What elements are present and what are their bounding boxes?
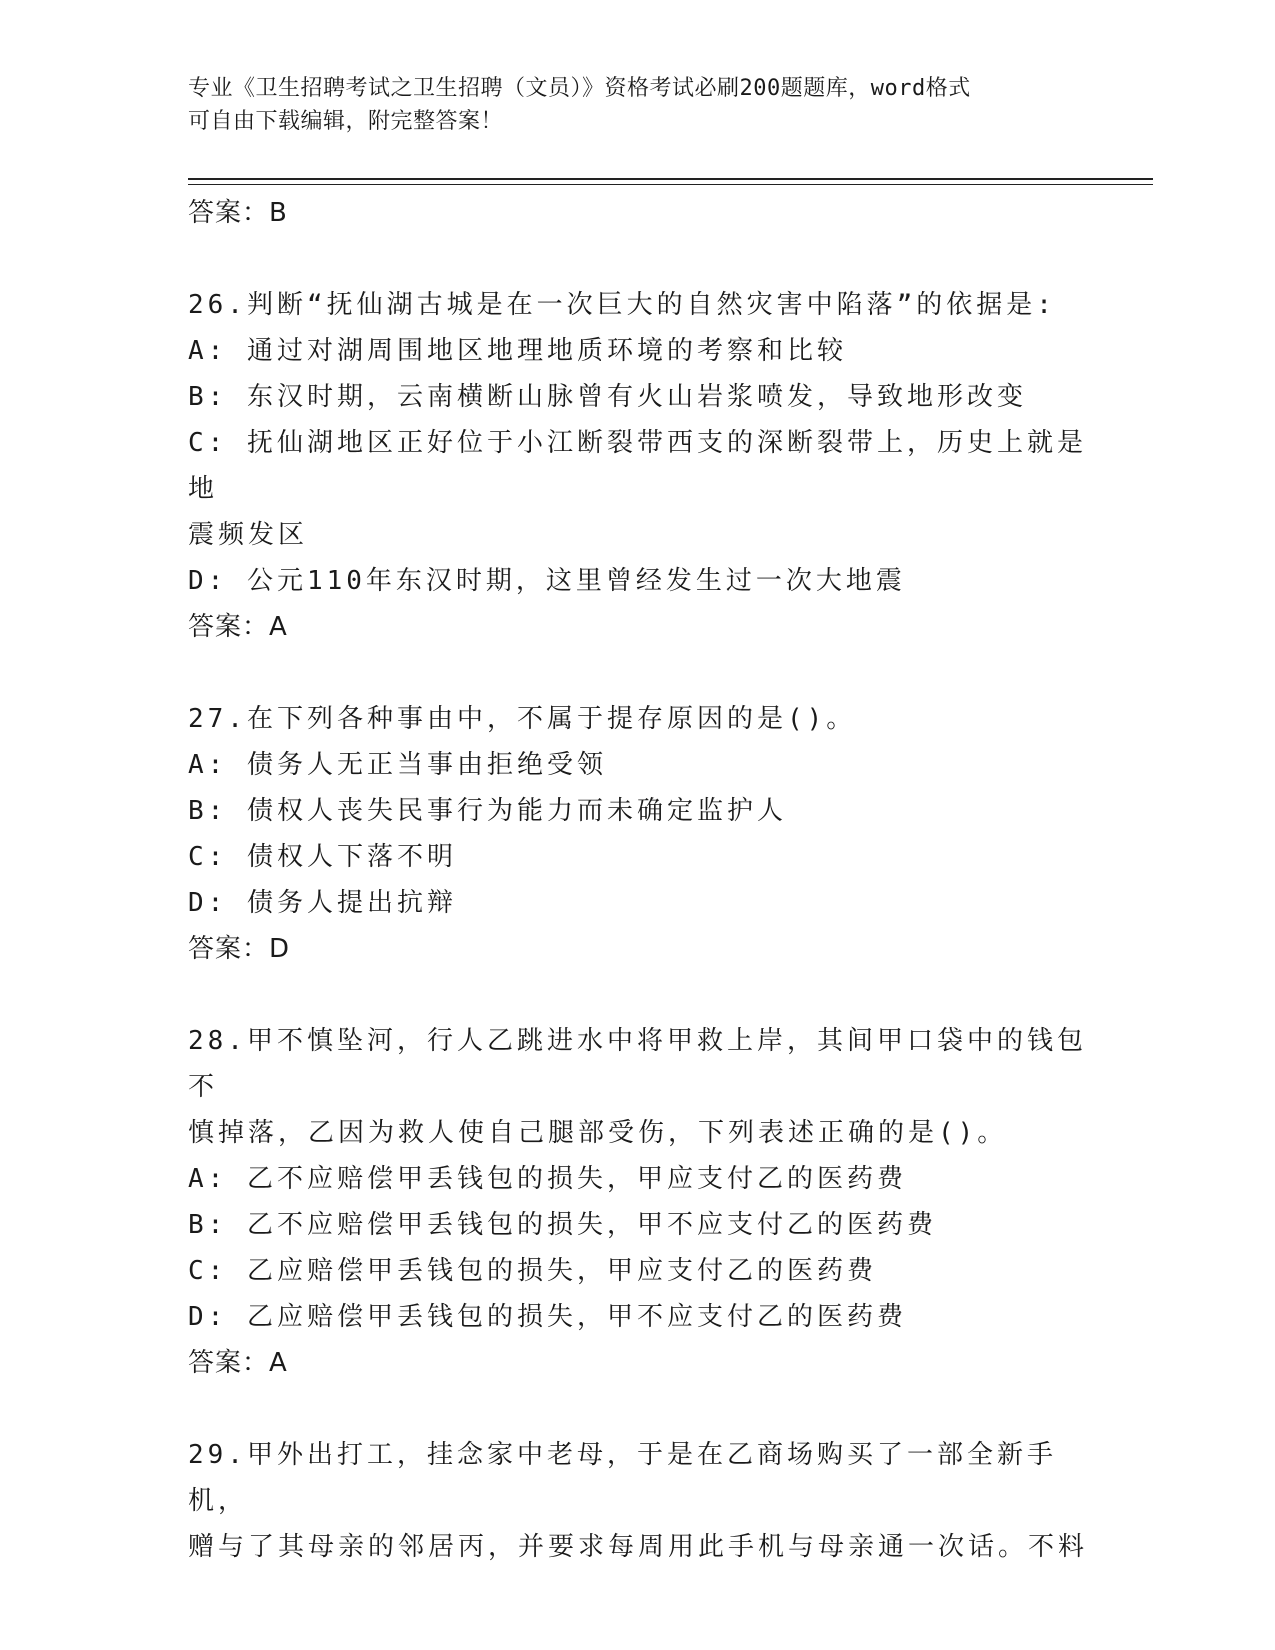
header-divider-thin [188, 184, 1153, 185]
question-stem-continued: 赠与了其母亲的邻居丙，并要求每周用此手机与母亲通一次话。不料 [188, 1532, 1089, 1562]
answer: 答案：A [188, 1348, 288, 1378]
option-a: A: 乙不应赔偿甲丢钱包的损失，甲应支付乙的医药费 [188, 1164, 907, 1194]
spacer [188, 972, 1088, 1018]
question-stem-continued: 慎掉落，乙因为救人使自己腿部受伤，下列表述正确的是()。 [188, 1118, 1008, 1148]
answer: 答案：A [188, 612, 288, 642]
option-b: B: 东汉时期，云南横断山脉曾有火山岩浆喷发，导致地形改变 [188, 382, 1027, 412]
question-content [188, 190, 1088, 1570]
header-divider-thick [188, 178, 1153, 180]
option-d: D: 债务人提出抗辩 [188, 888, 457, 918]
option-a: A: 债务人无正当事由拒绝受领 [188, 750, 607, 780]
option-d: D: 公元110年东汉时期，这里曾经发生过一次大地震 [188, 566, 906, 596]
spacer [188, 1386, 1088, 1432]
answer: 答案：D [188, 934, 291, 964]
option-a: A: 通过对湖周围地区地理地质环境的考察和比较 [188, 336, 847, 366]
document-header [188, 72, 1088, 138]
question-stem: 27.在下列各种事由中，不属于提存原因的是()。 [188, 704, 857, 734]
option-b: B: 乙不应赔偿甲丢钱包的损失，甲不应支付乙的医药费 [188, 1210, 937, 1240]
question-stem: 29.甲外出打工，挂念家中老母，于是在乙商场购买了一部全新手机， [188, 1440, 1057, 1516]
option-c: C: 债权人下落不明 [188, 842, 457, 872]
question-29 [188, 1432, 1088, 1570]
option-b: B: 债权人丧失民事行为能力而未确定监护人 [188, 796, 787, 826]
question-stem: 28.甲不慎坠河，行人乙跳进水中将甲救上岸，其间甲口袋中的钱包不 [188, 1026, 1087, 1102]
option-c: C: 乙应赔偿甲丢钱包的损失，甲应支付乙的医药费 [188, 1256, 877, 1286]
header-line-1: 专业《卫生招聘考试之卫生招聘（文员）》资格考试必刷200题题库，word格式 [188, 76, 971, 101]
question-stem: 26.判断“抚仙湖古城是在一次巨大的自然灾害中陷落”的依据是: [188, 290, 1056, 320]
question-27 [188, 696, 1088, 972]
header-line-2: 可自由下载编辑，附完整答案！ [188, 109, 504, 134]
spacer [188, 236, 1088, 282]
spacer [188, 650, 1088, 696]
question-26 [188, 282, 1088, 650]
option-d: D: 乙应赔偿甲丢钱包的损失，甲不应支付乙的医药费 [188, 1302, 907, 1332]
option-c-continued: 震频发区 [188, 520, 309, 550]
option-c: C: 抚仙湖地区正好位于小江断裂带西支的深断裂带上，历史上就是地 [188, 428, 1087, 504]
question-28 [188, 1018, 1088, 1386]
answer-q25: 答案：B [188, 198, 288, 228]
